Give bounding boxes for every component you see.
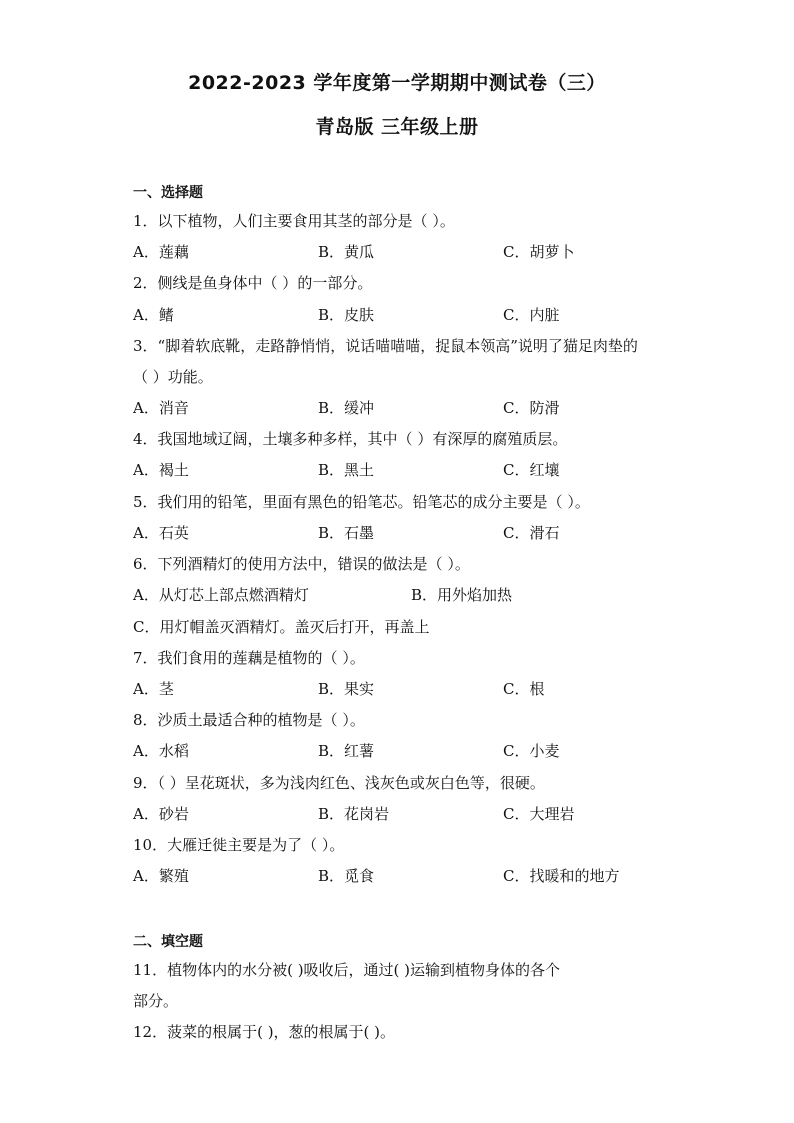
question-11-stem-line1: 11．植物体内的水分被( )吸收后，通过( )运输到植物身体的各个 bbox=[133, 961, 561, 979]
section-heading-choice: 一、选择题 bbox=[133, 185, 203, 201]
question-9-option-a: A．砂岩 bbox=[133, 805, 189, 823]
question-11-stem-line2: 部分。 bbox=[133, 992, 179, 1010]
question-6-option-c: C．用灯帽盖灭酒精灯。盖灭后打开，再盖上 bbox=[133, 618, 430, 636]
question-5-option-a: A．石英 bbox=[133, 524, 189, 542]
question-3-option-b: B．缓冲 bbox=[318, 399, 375, 417]
exam-subtitle: 青岛版 三年级上册 bbox=[315, 116, 479, 138]
question-4-option-a: A．褐土 bbox=[133, 461, 189, 479]
question-10-option-a: A．繁殖 bbox=[133, 867, 189, 885]
question-7-option-a: A．茎 bbox=[133, 680, 174, 698]
question-5-option-b: B．石墨 bbox=[318, 524, 375, 542]
question-2-stem: 2．侧线是鱼身体中（ ）的一部分。 bbox=[133, 274, 373, 292]
section-heading-fill: 二、填空题 bbox=[133, 934, 203, 950]
question-5-option-c: C．滑石 bbox=[503, 524, 560, 542]
question-7-option-b: B．果实 bbox=[318, 680, 375, 698]
question-10-option-b: B．觅食 bbox=[318, 867, 375, 885]
question-7-stem: 7．我们食用的莲藕是植物的（ ）。 bbox=[133, 649, 365, 667]
question-1-option-b: B．黄瓜 bbox=[318, 243, 375, 261]
question-8-option-c: C．小麦 bbox=[503, 742, 560, 760]
question-1-option-a: A．莲藕 bbox=[133, 243, 189, 261]
question-1-stem: 1．以下植物，人们主要食用其茎的部分是（ ）。 bbox=[133, 212, 455, 230]
question-7-option-c: C．根 bbox=[503, 680, 545, 698]
exam-title: 2022-2023 学年度第一学期期中测试卷（三） bbox=[188, 72, 606, 94]
question-8-stem: 8．沙质土最适合种的植物是（ ）。 bbox=[133, 711, 365, 729]
question-4-option-c: C．红壤 bbox=[503, 461, 560, 479]
question-4-stem: 4．我国地域辽阔，土壤多种多样，其中（ ）有深厚的腐殖质层。 bbox=[133, 430, 568, 448]
question-2-option-c: C．内脏 bbox=[503, 306, 560, 324]
question-9-stem: 9．（ ）呈花斑状，多为浅肉红色、浅灰色或灰白色等，很硬。 bbox=[133, 774, 545, 792]
question-3-stem-line2: （ ）功能。 bbox=[133, 368, 213, 386]
question-5-stem: 5．我们用的铅笔，里面有黑色的铅笔芯。铅笔芯的成分主要是（ ）。 bbox=[133, 493, 590, 511]
question-9-option-c: C．大理岩 bbox=[503, 805, 575, 823]
question-2-option-a: A．鳍 bbox=[133, 306, 174, 324]
question-10-option-c: C．找暖和的地方 bbox=[503, 867, 620, 885]
question-12-stem: 12．菠菜的根属于( )，葱的根属于( )。 bbox=[133, 1023, 396, 1041]
question-2-option-b: B．皮肤 bbox=[318, 306, 375, 324]
question-6-stem: 6．下列酒精灯的使用方法中，错误的做法是（ ）。 bbox=[133, 555, 470, 573]
question-3-stem-line1: 3．“脚着软底靴，走路静悄悄，说话喵喵喵，捉鼠本领高”说明了猫足肉垫的 bbox=[133, 337, 638, 355]
question-8-option-a: A．水稻 bbox=[133, 742, 189, 760]
question-10-stem: 10．大雁迁徙主要是为了（ ）。 bbox=[133, 836, 345, 854]
question-6-option-a: A．从灯芯上部点燃酒精灯 bbox=[133, 586, 309, 604]
question-8-option-b: B．红薯 bbox=[318, 742, 375, 760]
question-9-option-b: B．花岗岩 bbox=[318, 805, 390, 823]
question-3-option-c: C．防滑 bbox=[503, 399, 560, 417]
question-4-option-b: B．黑土 bbox=[318, 461, 375, 479]
question-6-option-b: B．用外焰加热 bbox=[411, 586, 513, 604]
question-3-option-a: A．消音 bbox=[133, 399, 189, 417]
question-1-option-c: C．胡萝卜 bbox=[503, 243, 575, 261]
